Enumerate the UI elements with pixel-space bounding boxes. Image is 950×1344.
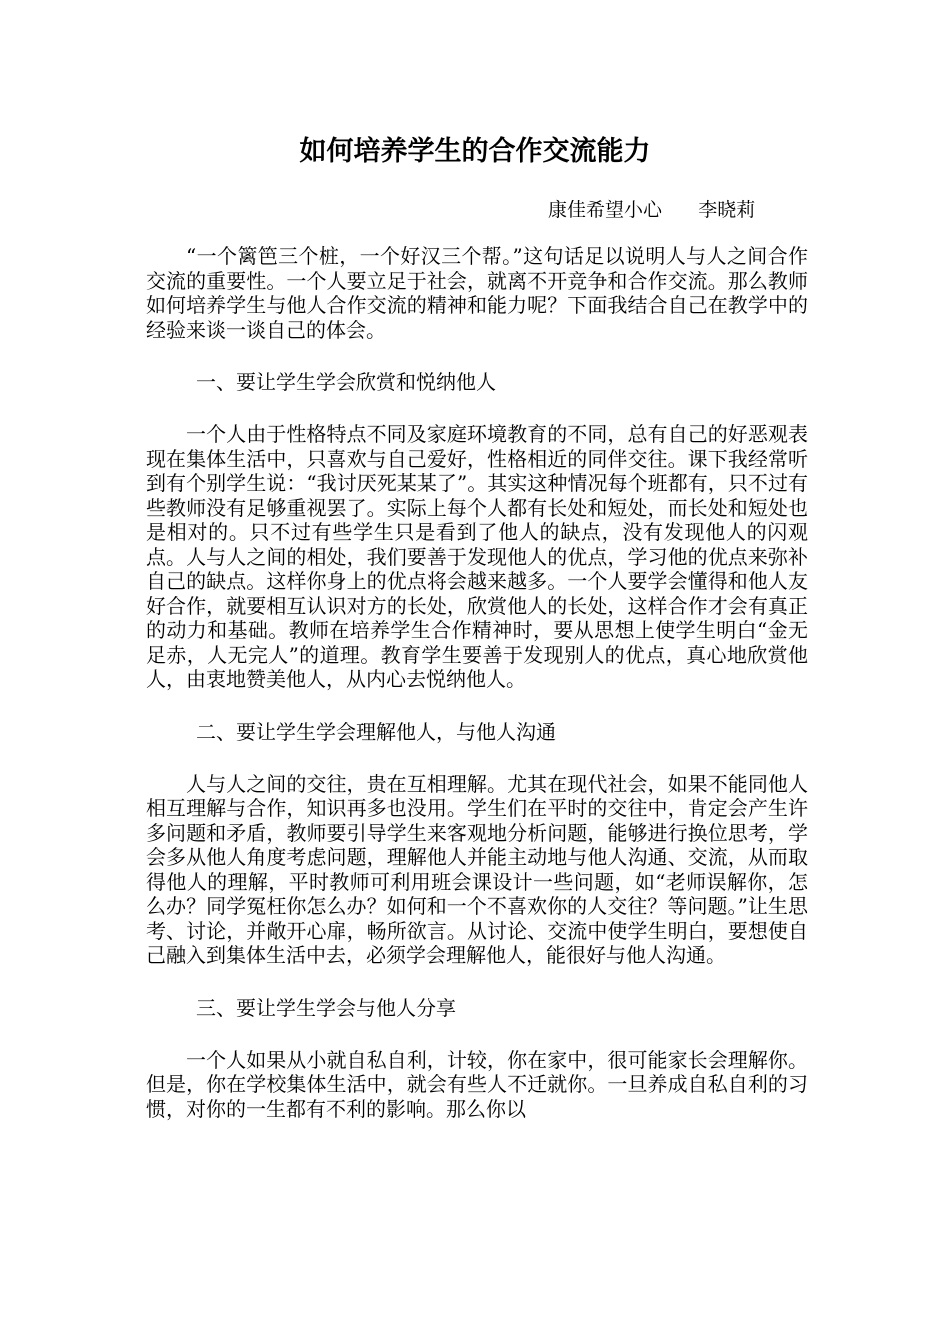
intro-paragraph: “一个篱笆三个桩，一个好汉三个帮。”这句话足以说明人与人之间合作交流的重要性。一个人要立足于社会，就离不开竞争和合作交流。那么教师如何培养学生与他人合作交流的精神和能力呢？下面我结合自己在教学中的经验来谈一谈自己的体会。	[146, 244, 808, 342]
section-heading-2: 二、要让学生学会理解他人，与他人沟通	[196, 719, 556, 744]
document-body	[146, 244, 808, 1121]
section-heading-1: 一、要让学生学会欣赏和悦纳他人	[196, 370, 496, 394]
document-title: 如何培养学生的合作交流能力	[299, 136, 651, 167]
section-paragraph-3: 一个人如果从小就自私自利，计较，你在家中，很可能家长会理解你。但是，你在学校集体生活中，就会有些人不迁就你。一旦养成自私自利的习惯，对你的一生都有不利的影响。那么你以	[146, 1047, 808, 1121]
document-author: 康佳希望小心 李晓莉	[548, 199, 756, 221]
section-heading-3: 三、要让学生学会与他人分享	[196, 995, 456, 1020]
section-paragraph-1: 一个人由于性格特点不同及家庭环境教育的不同，总有自己的好恶观表现在集体生活中，只喜欢与自己爱好，性格相近的同伴交往。课下我经常听到有个别学生说：“我讨厌死某某了”。其实这种情况每个班都有，只不过有些教师没有足够重视罢了。实际上每个人都有长处和短处，而长处和短处也是相对的。只不过有些学生只是看到了他人的缺点，没有发现他人的闪观点。人与人之间的相处，我们要善于发现他人的优点，学习他的优点来弥补自己的缺点。这样你身上的优点将会越来越多。一个人要学会懂得和他人友好合作，就要相互认识对方的长处，欣赏他人的长处，这样合作才会有真正的动力和基础。教师在培养学生合作精神时，要从思想上使学生明白“金无足赤，人无完人”的道理。教育学生要善于发现别人的优点，真心地欣赏他人，由衷地赞美他人，从内心去悦纳他人。	[146, 422, 808, 691]
section-paragraph-2: 人与人之间的交往，贵在互相理解。尤其在现代社会，如果不能同他人相互理解与合作，知识再多也没用。学生们在平时的交往中，肯定会产生许多问题和矛盾，教师要引导学生来客观地分析问题，能够进行换位思考，学会多从他人角度考虑问题，理解他人并能主动地与他人沟通、交流，从而取得他人的理解，平时教师可利用班会课设计一些问题，如“老师误解你，怎么办？同学冤枉你怎么办？如何和一个不喜欢你的人交往？等问题。”让生思考、讨论，并敞开心扉，畅所欲言。从讨论、交流中使学生明白，要想使自己融入到集体生活中去，必须学会理解他人，能很好与他人沟通。	[146, 771, 808, 967]
